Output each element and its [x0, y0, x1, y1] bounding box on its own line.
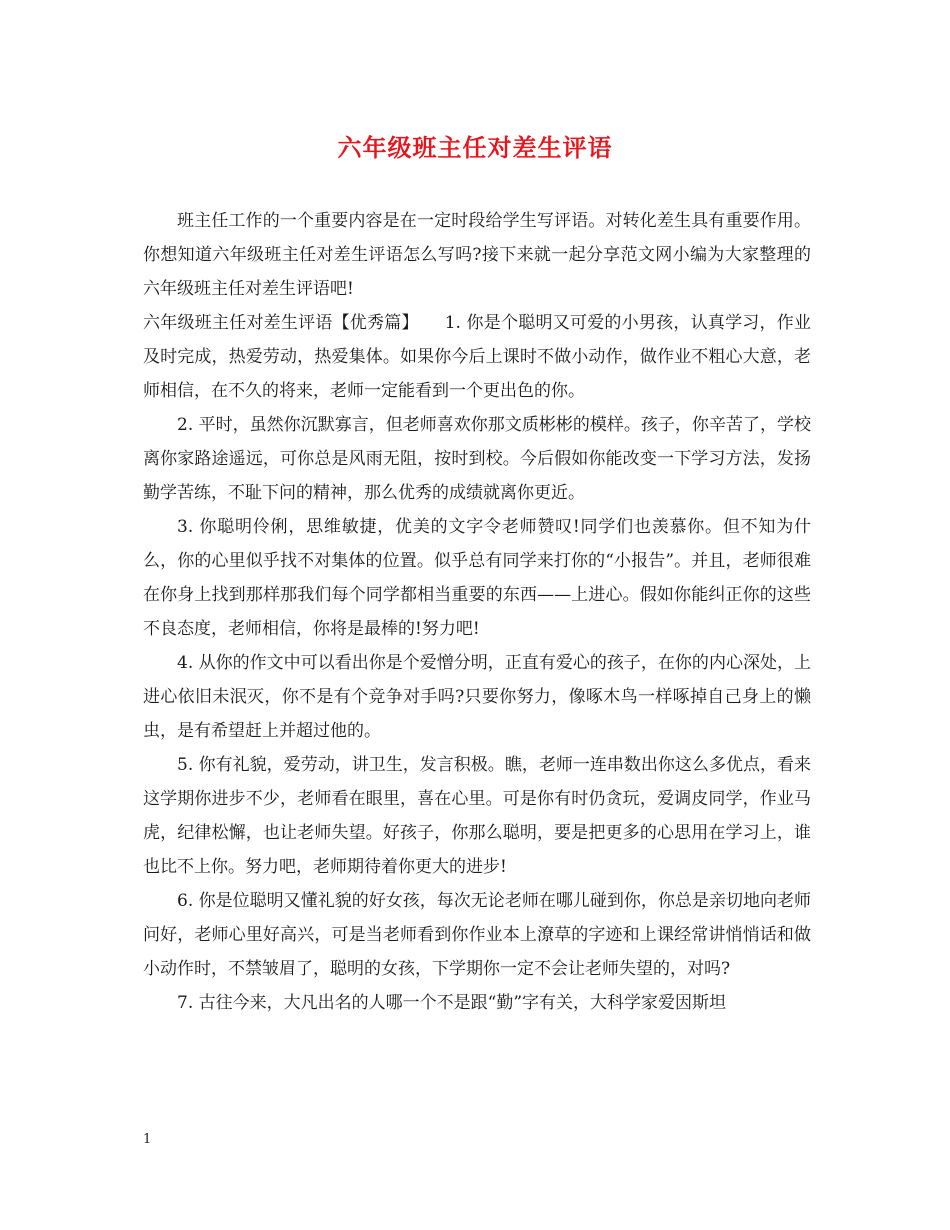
page-number: 1: [143, 1132, 152, 1147]
intro-paragraph: 班主任工作的一个重要内容是在一定时段给学生写评语。对转化差生具有重要作用。你想知道六年级班主任对差生评语怎么写吗?接下来就一起分享范文网小编为大家整理的六年级班主任对差生评语吧!: [143, 211, 811, 299]
comment-item-6: 6. 你是位聪明又懂礼貌的好女孩，每次无论老师在哪儿碰到你，你总是亲切地向老师问好，老师心里好高兴，可是当老师看到你作业本上潦草的字迹和上课经常讲悄悄话和做小动作时，不禁皱眉了，聪明的女孩，下学期你一定不会让老师失望的，对吗?: [143, 891, 811, 979]
comment-item-5: 5. 你有礼貌，爱劳动，讲卫生，发言积极。瞧，老师一连串数出你这么多优点，看来这学期你进步不少，老师看在眼里，喜在心里。可是你有时仍贪玩，爱调皮同学，作业马虎，纪律松懈，也让老师失望。好孩子，你那么聪明，要是把更多的心思用在学习上，谁也比不上你。努力吧，老师期待着你更大的进步!: [143, 755, 811, 877]
section-heading-paragraph: 六年级班主任对差生评语【优秀篇】 1. 你是个聪明又可爱的小男孩，认真学习，作业及时完成，热爱劳动，热爱集体。如果你今后上课时不做小动作，做作业不粗心大意，老师相信，在不久的将来，老师一定能看到一个更出色的你。: [143, 313, 811, 401]
comment-item-2: 2. 平时，虽然你沉默寡言，但老师喜欢你那文质彬彬的模样。孩子，你辛苦了，学校离你家路途遥远，可你总是风雨无阻，按时到校。今后假如你能改变一下学习方法，发扬勤学苦练，不耻下问的精神，那么优秀的成绩就离你更近。: [143, 415, 811, 503]
comment-item-3: 3. 你聪明伶俐，思维敏捷，优美的文字令老师赞叹!同学们也羡慕你。但不知为什么，你的心里似乎找不对集体的位置。似乎总有同学来打你的“小报告”。并且，老师很难在你身上找到那样那我们每个同学都相当重要的东西——上进心。假如你能纠正你的这些不良态度，老师相信，你将是最棒的!努力吧!: [143, 517, 811, 639]
comment-item-7: 7. 古往今来，大凡出名的人哪一个不是跟“勤”字有关，大科学家爱因斯坦: [177, 993, 727, 1013]
document-title: 六年级班主任对差生评语: [337, 133, 613, 162]
comment-item-4: 4. 从你的作文中可以看出你是个爱憎分明，正直有爱心的孩子，在你的内心深处，上进心依旧未泯灭，你不是有个竞争对手吗?只要你努力，像啄木鸟一样啄掉自己身上的懒虫，是有希望赶上并超过他的。: [143, 653, 811, 741]
document-body: [143, 204, 811, 1020]
